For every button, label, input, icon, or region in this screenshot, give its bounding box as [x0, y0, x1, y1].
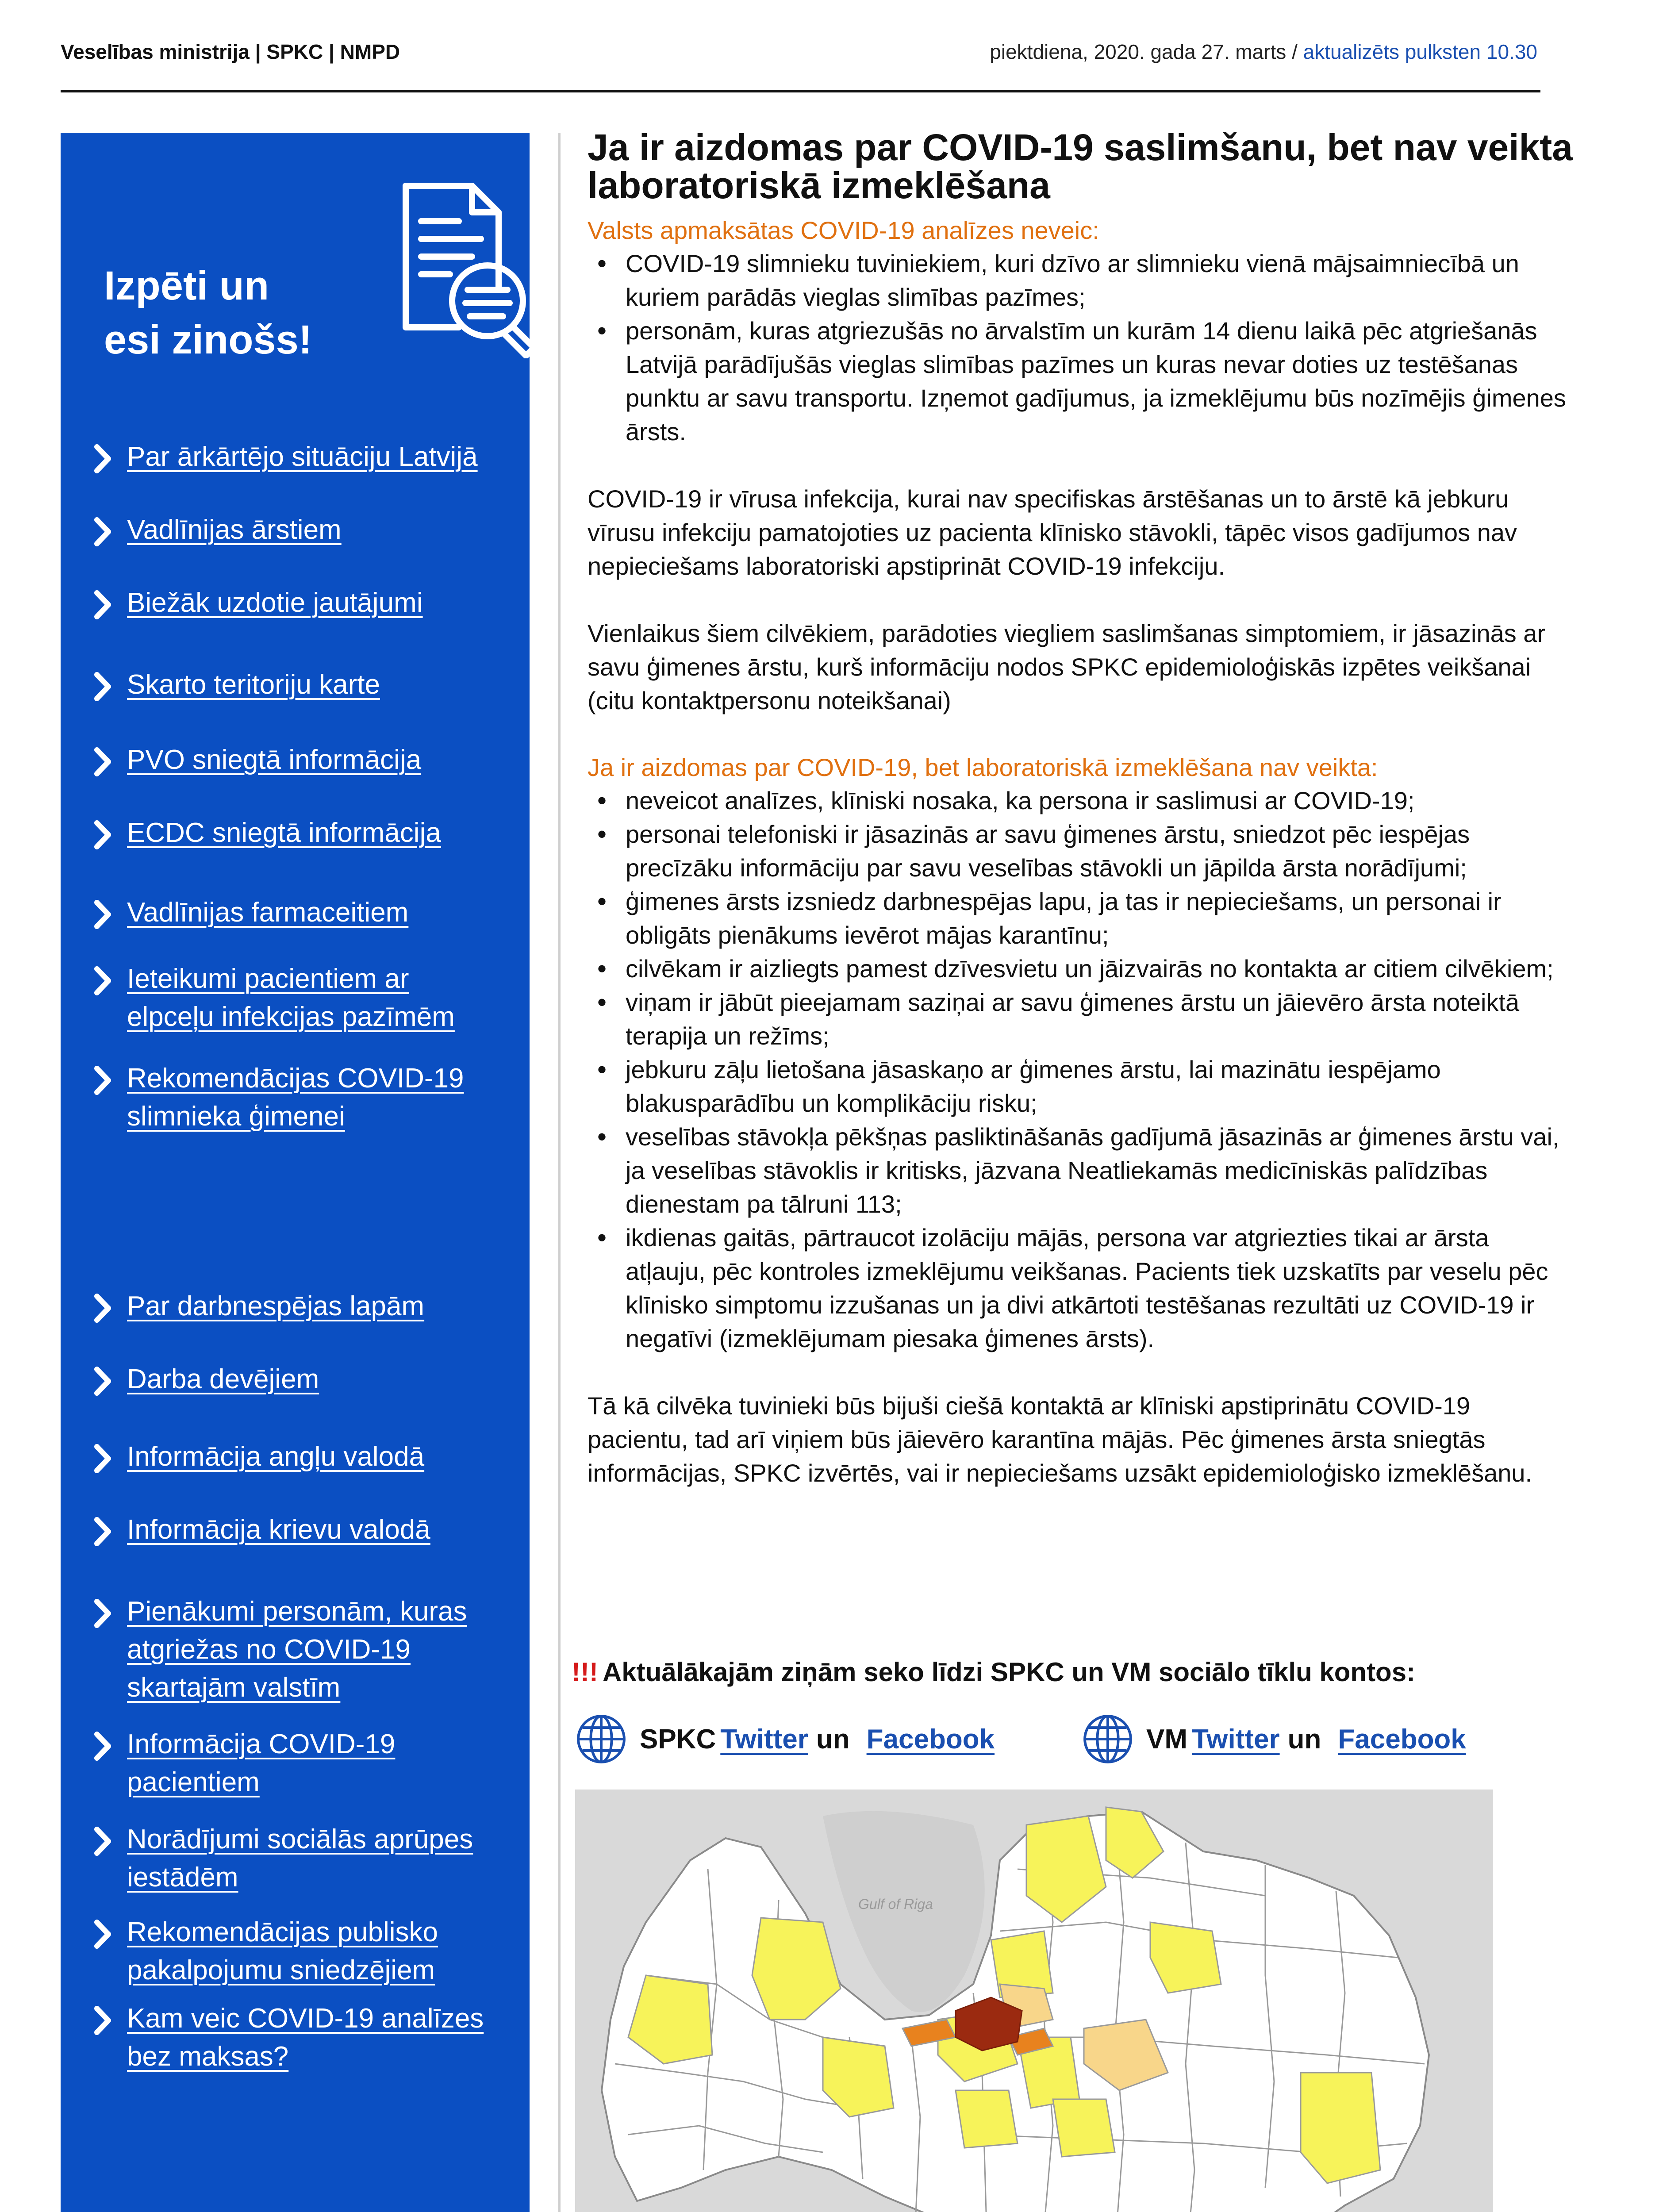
updated-time: aktualizēts pulksten 10.30: [1303, 40, 1537, 63]
header-organizations: Veselības ministrija | SPKC | NMPD: [61, 40, 400, 63]
chevron-right-icon: [93, 747, 112, 776]
vm-facebook-link[interactable]: Facebook: [1338, 1724, 1466, 1755]
no-free-tests-list: [588, 247, 1574, 449]
sidebar-item-respiratory-patients[interactable]: Ieteikumi pacientiem ar elpceļu infekcijas pazīmēm: [61, 960, 530, 1036]
sidebar-item-ecdc-info[interactable]: ECDC sniegtā informācija: [61, 814, 530, 852]
list-item: • neveicot analīzes, klīniski nosaka, ka persona ir saslimusi ar COVID-19;: [588, 784, 1574, 818]
sidebar-item-covid-patients[interactable]: Informācija COVID-19 pacientiem: [61, 1725, 530, 1801]
sidebar-item-employers[interactable]: Darba devējiem: [61, 1360, 530, 1398]
chevron-right-icon: [93, 444, 112, 473]
sidebar: [61, 133, 530, 2212]
chevron-right-icon: [93, 2006, 112, 2035]
chevron-right-icon: [93, 1517, 112, 1546]
paragraph-virus-info: COVID-19 ir vīrusa infekcija, kurai nav specifiskas ārstēšanas un to ārstē kā jebkuru vīrusu infekciju pamatojoties uz pacienta klīnisko stāvokli, tāpēc visos gadījumos nav nepieciešams laboratoriski apstiprināt COVID-19 infekciju.: [588, 485, 1517, 580]
vm-twitter-link[interactable]: Twitter: [1192, 1724, 1280, 1755]
list-item: • ikdienas gaitās, pārtraucot izolāciju mājās, persona var atgriezties tikai ar ārsta atļauju, pēc kontroles izmeklējumu veikšanas. Pacients tiek uzskatīts par veselu pēc klīnisko simptomu izzušanas un ja divi atkārtoti testēšanas rezultāti uz COVID-19 ir negatīvi (izmeklējumam piesaka ģimenes ārsts).: [588, 1221, 1574, 1356]
main-title: Ja ir aizdomas par COVID-19 saslimšanu, bet nav veikta laboratoriskā izmeklēšana: [588, 127, 1573, 206]
main-content: [588, 128, 1574, 1490]
sidebar-item-who-info[interactable]: PVO sniegtā informācija: [61, 741, 530, 779]
chevron-right-icon: [93, 1294, 112, 1323]
chevron-right-icon: [93, 820, 112, 849]
date-separator: /: [1286, 40, 1303, 63]
chevron-right-icon: [93, 672, 112, 701]
sidebar-item-pharmacist-guidelines[interactable]: Vadlīnijas farmaceitiem: [61, 894, 530, 932]
chevron-right-icon: [93, 517, 112, 546]
header-divider: [61, 90, 1540, 92]
list-item: • personai telefoniski ir jāsazinās ar savu ģimenes ārstu, sniedzot pēc iespējas precīzāku informāciju par savu veselības stāvokli un jāpilda ārsta norādījumi;: [588, 818, 1574, 885]
document-search-icon: [339, 173, 552, 358]
sidebar-item-patient-family[interactable]: Rekomendācijas COVID-19 slimnieka ģimenei: [61, 1060, 530, 1136]
sidebar-item-doctor-guidelines[interactable]: Vadlīnijas ārstiem: [61, 511, 530, 549]
social-heading: !!! Aktuālākajām ziņām seko līdzi SPKC un VM sociālo tīklu kontos:: [572, 1657, 1416, 1687]
sidebar-item-russian-info[interactable]: Informācija krievu valodā: [61, 1511, 530, 1549]
sidebar-item-faq[interactable]: Biežāk uzdotie jautājumi: [61, 584, 530, 622]
chevron-right-icon: [93, 1444, 112, 1473]
sidebar-item-social-care[interactable]: Norādījumi sociālās aprūpes iestādēm: [61, 1820, 530, 1897]
header-date: [990, 40, 1537, 64]
vm-social-links: VM Twitter un Facebook: [1082, 1713, 1466, 1765]
suspected-case-list: [588, 784, 1574, 1356]
list-item: • jebkuru zāļu lietošana jāsaskaņo ar ģimenes ārstu, lai mazinātu iespējamo blakusparādību un komplikāciju risku;: [588, 1053, 1574, 1120]
sidebar-item-returning-travelers[interactable]: Pienākumi personām, kuras atgriežas no COVID-19 skartajām valstīm: [61, 1593, 530, 1707]
sidebar-item-emergency-situation[interactable]: Par ārkārtējo situāciju Latvijā: [61, 438, 530, 476]
list-item: • cilvēkam ir aizliegts pamest dzīvesvietu un jāizvairās no kontakta ar citiem cilvēkiem;: [588, 952, 1574, 986]
column-divider: [558, 133, 561, 2212]
chevron-right-icon: [93, 590, 112, 619]
sidebar-title: Izpēti un esi zinošs!: [104, 263, 312, 362]
section-heading-no-free-tests: Valsts apmaksātas COVID-19 analīzes neveic:: [588, 216, 1099, 244]
chevron-right-icon: [93, 1599, 112, 1628]
sidebar-item-free-testing[interactable]: Kam veic COVID-19 analīzes bez maksas?: [61, 2000, 530, 2076]
section-heading-suspected: Ja ir aizdomas par COVID-19, bet laboratoriskā izmeklēšana nav veikta:: [588, 753, 1378, 781]
chevron-right-icon: [93, 966, 112, 995]
chevron-right-icon: [93, 1732, 112, 1761]
sidebar-item-public-services[interactable]: Rekomendācijas publisko pakalpojumu sniedzējiem: [61, 1913, 530, 1989]
sidebar-item-sick-leave[interactable]: Par darbnespējas lapām: [61, 1287, 530, 1325]
spkc-twitter-link[interactable]: Twitter: [720, 1724, 808, 1755]
list-item: • ģimenes ārsts izsniedz darbnespējas lapu, ja tas ir nepieciešams, un personai ir obligāts pienākums ievērot mājas karantīnu;: [588, 885, 1574, 952]
paragraph-family-quarantine: Tā kā cilvēka tuvinieki būs bijuši ciešā kontaktā ar klīniski apstiprinātu COVID-19 pacientu, tad arī viņiem būs jāievēro karantīna mājās. Pēc ģimenes ārsta sniegtās informācijas, SPKC izvērtēs, vai ir nepieciešams uzsākt epidemioloģisko izmeklēšanu.: [588, 1392, 1532, 1487]
list-item: • personām, kuras atgriezušās no ārvalstīm un kurām 14 dienu laikā pēc atgriešanās Latvijā parādījušās vieglas slimības pazīmes un kuras nevar doties uz testēšanas punktu ar savu transportu. Izņemot gadījumus, ja izmeklējumu būs nozīmējis ģimenes ārsts.: [588, 314, 1574, 449]
list-item: • viņam ir jābūt pieejamam saziņai ar savu ģimenes ārstu un jāievēro ārsta noteiktā terapija un režīms;: [588, 986, 1574, 1053]
date-text: piektdiena, 2020. gada 27. marts: [990, 40, 1286, 63]
sidebar-item-territory-map[interactable]: Skarto teritoriju karte: [61, 666, 530, 704]
globe-icon: [575, 1713, 627, 1765]
chevron-right-icon: [93, 1827, 112, 1856]
alert-marks: !!!: [572, 1657, 598, 1687]
map-sea-label: Gulf of Riga: [858, 1896, 933, 1912]
paragraph-contact-doctor: Vienlaikus šiem cilvēkiem, parādoties viegliem saslimšanas simptomiem, ir jāsazinās ar savu ģimenes ārstu, kurš informāciju nodos SPKC epidemioloģiskās izpētes veikšanai (citu kontaktpersonu noteikšanai): [588, 619, 1546, 714]
spkc-social-links: SPKC Twitter un Facebook: [575, 1713, 995, 1765]
chevron-right-icon: [93, 900, 112, 929]
chevron-right-icon: [93, 1920, 112, 1949]
spkc-label: SPKC: [640, 1724, 716, 1755]
sidebar-item-english-info[interactable]: Informācija angļu valodā: [61, 1438, 530, 1476]
list-item: • COVID-19 slimnieku tuviniekiem, kuri dzīvo ar slimnieku vienā mājsaimniecībā un kuriem parādās vieglas slimības pazīmes;: [588, 247, 1574, 314]
latvia-map: [575, 1790, 1493, 2212]
chevron-right-icon: [93, 1066, 112, 1095]
list-item: • veselības stāvokļa pēkšņas pasliktināšanās gadījumā jāsazinās ar ģimenes ārstu vai, ja veselības stāvoklis ir kritisks, jāzvana Neatliekamās medicīniskās palīdzības dienestam pa tālruni 113;: [588, 1120, 1574, 1221]
chevron-right-icon: [93, 1367, 112, 1396]
vm-label: VM: [1146, 1724, 1187, 1755]
spkc-facebook-link[interactable]: Facebook: [866, 1724, 995, 1755]
globe-icon: [1082, 1713, 1134, 1765]
